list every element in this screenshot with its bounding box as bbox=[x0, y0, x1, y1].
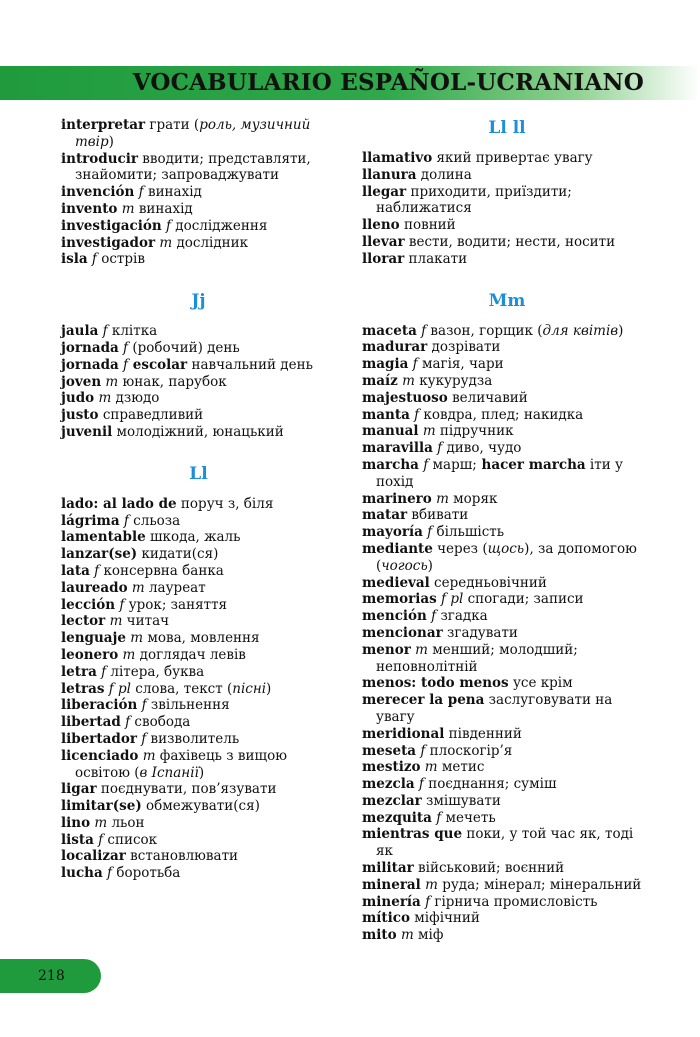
headword: lágrima bbox=[61, 512, 120, 529]
dictionary-entry bbox=[362, 910, 652, 927]
headword: manta bbox=[362, 406, 410, 423]
headword: letra bbox=[61, 663, 97, 680]
page-number: 218 bbox=[38, 968, 65, 984]
headword: introducir bbox=[61, 150, 139, 167]
headword: lucha bbox=[61, 865, 103, 882]
dictionary-entry bbox=[362, 407, 652, 424]
dictionary-entry bbox=[362, 323, 652, 340]
translation: сльоза bbox=[128, 512, 181, 529]
translation: ковдра, плед; накидка bbox=[419, 406, 584, 423]
usage-note: роль, музичний твір bbox=[75, 117, 311, 150]
dictionary-entry bbox=[61, 390, 336, 407]
headword: militar bbox=[362, 860, 414, 877]
dictionary-entry bbox=[61, 529, 336, 546]
dictionary-entry bbox=[362, 826, 652, 860]
headword: letras bbox=[61, 680, 105, 697]
grammar-tag: f bbox=[414, 776, 424, 793]
translation: літера, буква bbox=[106, 663, 205, 680]
translation: боротьба bbox=[112, 865, 181, 882]
translation: поєднувати, пов’язувати bbox=[96, 781, 277, 798]
translation: південний bbox=[444, 725, 522, 742]
dictionary-entry bbox=[61, 848, 336, 865]
grammar-tag: f bbox=[431, 809, 442, 826]
translation: список bbox=[103, 831, 158, 848]
dictionary-entry bbox=[61, 563, 336, 580]
headword: mezcla bbox=[362, 776, 415, 793]
section-i bbox=[61, 117, 336, 268]
headword: lector bbox=[61, 613, 106, 630]
dictionary-entry bbox=[362, 251, 652, 268]
translation: звільнення bbox=[146, 697, 230, 714]
translation: юнак, парубок bbox=[118, 373, 227, 390]
dictionary-entry bbox=[61, 647, 336, 664]
headword: hacer marcha bbox=[476, 456, 586, 473]
grammar-tag: m bbox=[420, 876, 438, 893]
headword: manual bbox=[362, 423, 419, 440]
grammar-tag: f bbox=[118, 356, 129, 373]
translation: заслуговувати на увагу bbox=[376, 692, 613, 725]
grammar-tag: f bbox=[161, 217, 171, 234]
translation: вводити; представляти, знайомити; запроваджувати bbox=[75, 150, 311, 184]
grammar-tag: f bbox=[119, 512, 129, 529]
headword: licenciado bbox=[61, 747, 139, 764]
translation: (робочий) день bbox=[128, 339, 240, 356]
dictionary-entry bbox=[61, 251, 336, 268]
translation: ), за допомогою ( bbox=[376, 540, 637, 574]
translation: вазон, горщик ( bbox=[426, 322, 543, 339]
translation: моряк bbox=[448, 490, 498, 507]
usage-note: чогось bbox=[381, 557, 428, 574]
headword: meridional bbox=[362, 725, 445, 742]
headword: joven bbox=[61, 373, 102, 390]
headword: localizar bbox=[61, 848, 126, 865]
section-llll bbox=[362, 150, 652, 268]
headword: lección bbox=[61, 596, 116, 613]
left-column bbox=[61, 117, 336, 882]
grammar-tag: f pl bbox=[104, 680, 131, 697]
grammar-tag: m bbox=[127, 579, 145, 596]
section-heading-mm: Mm bbox=[488, 290, 526, 311]
headword: libertad bbox=[61, 714, 121, 731]
translation: поєднання; суміш bbox=[423, 776, 557, 793]
dictionary-entry bbox=[362, 491, 652, 508]
headword: lado: al lado de bbox=[61, 495, 177, 512]
grammar-tag: m bbox=[101, 373, 119, 390]
headword: marinero bbox=[362, 490, 432, 507]
grammar-tag: f bbox=[422, 524, 433, 541]
page-title: VOCABULARIO ESPAÑOL-UCRANIANO bbox=[132, 69, 644, 96]
dictionary-entry bbox=[61, 201, 336, 218]
dictionary-entry bbox=[61, 697, 336, 714]
translation: ) bbox=[108, 133, 114, 150]
dictionary-entry bbox=[362, 591, 652, 608]
dictionary-entry bbox=[61, 340, 336, 357]
section-heading-ll: Ll bbox=[189, 463, 208, 484]
translation: руда; мінерал; мінеральний bbox=[437, 876, 642, 893]
headword: judo bbox=[61, 390, 95, 407]
translation: поки, у той час як, тоді як bbox=[376, 826, 634, 860]
headword: mencionar bbox=[362, 624, 443, 641]
translation: клітка bbox=[107, 323, 158, 340]
section-heading-jj: Jj bbox=[191, 291, 206, 312]
translation: лауреат bbox=[144, 579, 206, 596]
headword: mezclar bbox=[362, 792, 422, 809]
translation: долина bbox=[416, 166, 472, 183]
headword: mestizo bbox=[362, 759, 421, 776]
dictionary-entry bbox=[61, 681, 336, 698]
translation: молодіжний, юнацький bbox=[112, 423, 284, 440]
translation: винахід bbox=[143, 184, 202, 201]
headword: llamativo bbox=[362, 150, 433, 166]
translation: повний bbox=[399, 217, 456, 234]
translation: середньовічний bbox=[429, 574, 547, 591]
grammar-tag: m bbox=[431, 490, 449, 507]
headword: matar bbox=[362, 507, 408, 524]
dictionary-entry bbox=[61, 597, 336, 614]
translation: іти у похід bbox=[376, 456, 623, 490]
grammar-tag: m bbox=[118, 646, 136, 663]
grammar-tag: f bbox=[416, 742, 426, 759]
translation: підручник bbox=[435, 423, 514, 440]
translation: обмежувати(ся) bbox=[141, 798, 260, 815]
grammar-tag: f bbox=[120, 714, 131, 731]
grammar-tag: m bbox=[418, 423, 436, 440]
dictionary-entry bbox=[61, 731, 336, 748]
headword: lino bbox=[61, 814, 91, 831]
grammar-tag: m bbox=[397, 372, 415, 389]
headword: lleno bbox=[362, 217, 400, 234]
dictionary-entry bbox=[362, 793, 652, 810]
translation: метис bbox=[437, 759, 485, 776]
translation: ) bbox=[427, 557, 433, 574]
grammar-tag: m bbox=[410, 641, 428, 658]
grammar-tag: f bbox=[418, 456, 429, 473]
headword: mayoría bbox=[362, 524, 423, 541]
grammar-tag: m bbox=[420, 759, 438, 776]
grammar-tag: f bbox=[134, 184, 144, 201]
grammar-tag: m bbox=[105, 613, 123, 630]
dictionary-entry bbox=[61, 781, 336, 798]
dictionary-entry bbox=[362, 860, 652, 877]
grammar-tag: f bbox=[98, 323, 108, 340]
headword: majestuoso bbox=[362, 389, 448, 406]
headword: menor bbox=[362, 641, 411, 658]
headword: isla bbox=[61, 251, 88, 268]
usage-note: в Іспанії bbox=[139, 764, 199, 781]
grammar-tag: f bbox=[409, 406, 420, 423]
headword: medieval bbox=[362, 574, 430, 591]
translation: справедливий bbox=[98, 407, 204, 424]
dictionary-entry bbox=[61, 407, 336, 424]
translation: величавий bbox=[447, 389, 528, 406]
translation: навчальний день bbox=[187, 356, 313, 373]
translation: урок; заняття bbox=[124, 596, 228, 613]
grammar-tag: f bbox=[426, 608, 437, 625]
dictionary-entry bbox=[362, 339, 652, 356]
translation: приходити, приїздити; наближатися bbox=[376, 183, 572, 217]
translation: усе крім bbox=[508, 675, 573, 692]
translation: мова, мовлення bbox=[143, 630, 260, 647]
translation: фахівець з вищою освітою ( bbox=[75, 747, 287, 781]
dictionary-entry bbox=[362, 167, 652, 184]
dictionary-entry bbox=[362, 507, 652, 524]
dictionary-entry bbox=[362, 608, 652, 625]
dictionary-entry bbox=[362, 810, 652, 827]
dictionary-entry bbox=[61, 117, 336, 151]
headword: limitar(se) bbox=[61, 798, 142, 815]
translation: слова, текст ( bbox=[130, 680, 233, 697]
dictionary-entry bbox=[362, 625, 652, 642]
translation: змішувати bbox=[421, 792, 501, 809]
right-column bbox=[362, 117, 652, 944]
dictionary-entry bbox=[61, 496, 336, 513]
headword: escolar bbox=[128, 356, 188, 373]
grammar-tag: m bbox=[396, 927, 414, 944]
headword: memorias bbox=[362, 591, 437, 608]
dictionary-entry bbox=[362, 373, 652, 390]
headword: meseta bbox=[362, 742, 417, 759]
usage-note: для квітів bbox=[542, 322, 619, 339]
translation: диво, чудо bbox=[442, 440, 522, 457]
translation: дослідження bbox=[171, 217, 268, 234]
translation: мечеть bbox=[441, 809, 496, 826]
headword: investigador bbox=[61, 234, 156, 251]
grammar-tag: m bbox=[117, 200, 135, 217]
dictionary-entry bbox=[61, 424, 336, 441]
dictionary-entry bbox=[362, 776, 652, 793]
translation: дослідник bbox=[172, 234, 249, 251]
dictionary-entry bbox=[362, 642, 652, 676]
headword: maíz bbox=[362, 372, 398, 389]
dictionary-entry bbox=[362, 541, 652, 575]
headword: mítico bbox=[362, 910, 411, 927]
usage-note: щось bbox=[487, 540, 525, 557]
dictionary-entry bbox=[61, 865, 336, 882]
dictionary-entry bbox=[61, 218, 336, 235]
translation: вбивати bbox=[407, 507, 469, 524]
headword: madurar bbox=[362, 339, 428, 356]
headword: llevar bbox=[362, 233, 405, 250]
dictionary-entry bbox=[61, 151, 336, 185]
translation: більшість bbox=[432, 524, 505, 541]
dictionary-entry bbox=[362, 675, 652, 692]
dictionary-entry bbox=[61, 613, 336, 630]
dictionary-entry bbox=[61, 664, 336, 681]
headword: mineral bbox=[362, 876, 421, 893]
dictionary-entry bbox=[61, 580, 336, 597]
headword: magia bbox=[362, 356, 409, 373]
headword: lata bbox=[61, 562, 90, 579]
headword: merecer la pena bbox=[362, 692, 485, 709]
headword: juvenil bbox=[61, 423, 113, 440]
headword: marcha bbox=[362, 456, 419, 473]
dictionary-entry bbox=[362, 575, 652, 592]
translation: доглядач левів bbox=[135, 646, 246, 663]
grammar-tag: f bbox=[93, 831, 104, 848]
headword: lenguaje bbox=[61, 630, 127, 647]
translation: військовий; воєнний bbox=[413, 860, 565, 877]
section-heading-llll: Ll ll bbox=[488, 118, 526, 138]
translation: магія, чари bbox=[417, 356, 504, 373]
headword: jornada bbox=[61, 339, 119, 356]
dictionary-entry bbox=[362, 217, 652, 234]
grammar-tag: f bbox=[408, 356, 418, 373]
translation: міф bbox=[413, 927, 444, 944]
dictionary-entry bbox=[61, 235, 336, 252]
headword: mito bbox=[362, 927, 397, 944]
dictionary-entry bbox=[362, 743, 652, 760]
translation: вести, водити; нести, носити bbox=[404, 233, 616, 250]
translation: ) bbox=[618, 322, 624, 339]
dictionary-entry bbox=[362, 440, 652, 457]
dictionary-entry bbox=[61, 374, 336, 391]
translation: менший; молодший; неповнолітній bbox=[376, 641, 578, 675]
translation: встановлювати bbox=[125, 848, 239, 865]
grammar-tag: f bbox=[420, 893, 431, 910]
dictionary-entry bbox=[362, 234, 652, 251]
grammar-tag: f bbox=[102, 865, 113, 882]
headword: mediante bbox=[362, 540, 433, 557]
grammar-tag: f bbox=[137, 697, 147, 714]
headword: minería bbox=[362, 893, 421, 910]
section-ll bbox=[61, 496, 336, 882]
grammar-tag: f bbox=[89, 562, 100, 579]
headword: laureado bbox=[61, 579, 128, 596]
dictionary-entry bbox=[362, 356, 652, 373]
section-jj bbox=[61, 323, 336, 441]
dictionary-entry bbox=[362, 894, 652, 911]
dictionary-entry bbox=[362, 692, 652, 726]
dictionary-entry bbox=[362, 524, 652, 541]
translation: острів bbox=[96, 251, 145, 268]
grammar-tag: f bbox=[115, 596, 125, 613]
dictionary-entry bbox=[362, 927, 652, 944]
translation: плакати bbox=[404, 250, 468, 267]
headword: maravilla bbox=[362, 440, 433, 457]
dictionary-entry bbox=[61, 630, 336, 647]
dictionary-entry bbox=[61, 323, 336, 340]
headword: leonero bbox=[61, 646, 119, 663]
headword: ligar bbox=[61, 781, 97, 798]
grammar-tag: f bbox=[118, 339, 129, 356]
grammar-tag: m bbox=[138, 747, 156, 764]
translation: який привертає увагу bbox=[432, 150, 593, 166]
translation: дзюдо bbox=[111, 390, 160, 407]
translation: ) bbox=[266, 680, 272, 697]
dictionary-entry bbox=[61, 815, 336, 832]
translation: шкода, жаль bbox=[145, 529, 241, 546]
translation: ) bbox=[198, 764, 205, 781]
grammar-tag: m bbox=[155, 234, 173, 251]
dictionary-entry bbox=[61, 832, 336, 849]
dictionary-entry bbox=[362, 726, 652, 743]
translation: міфічний bbox=[410, 910, 480, 927]
dictionary-entry bbox=[362, 423, 652, 440]
headword: liberación bbox=[61, 697, 138, 714]
translation: згадувати bbox=[442, 624, 518, 641]
grammar-tag: m bbox=[90, 814, 108, 831]
grammar-tag: f bbox=[416, 322, 427, 339]
translation: плоскогір’я bbox=[425, 742, 513, 759]
section-mm bbox=[362, 323, 652, 944]
headword: lista bbox=[61, 831, 94, 848]
translation: марш; bbox=[428, 456, 477, 473]
translation: консервна банка bbox=[99, 562, 224, 579]
translation: через ( bbox=[432, 540, 488, 557]
translation: згадка bbox=[436, 608, 488, 625]
dictionary-entry bbox=[362, 150, 652, 167]
headword: mientras que bbox=[362, 826, 463, 843]
headword: llanura bbox=[362, 166, 417, 183]
headword: lanzar(se) bbox=[61, 546, 138, 563]
headword: invento bbox=[61, 200, 118, 217]
dictionary-entry bbox=[61, 546, 336, 563]
headword: lamentable bbox=[61, 529, 146, 546]
translation: дозрівати bbox=[427, 339, 501, 356]
translation: свобода bbox=[130, 714, 191, 731]
grammar-tag: f bbox=[432, 440, 443, 457]
dictionary-entry bbox=[61, 357, 336, 374]
dictionary-entry bbox=[61, 748, 336, 782]
dictionary-entry bbox=[362, 184, 652, 218]
headword: menos: todo menos bbox=[362, 675, 509, 692]
headword: jaula bbox=[61, 323, 99, 340]
headword: maceta bbox=[362, 322, 417, 339]
grammar-tag: f bbox=[87, 251, 97, 268]
headword: llegar bbox=[362, 183, 407, 200]
translation: читач bbox=[122, 613, 170, 630]
headword: justo bbox=[61, 407, 99, 424]
translation: кукурудза bbox=[414, 372, 493, 389]
headword: mención bbox=[362, 608, 427, 625]
grammar-tag: f pl bbox=[436, 591, 464, 608]
dictionary-entry bbox=[61, 513, 336, 530]
translation: кидати(ся) bbox=[137, 546, 219, 563]
translation: грати ( bbox=[145, 117, 200, 133]
dictionary-entry bbox=[61, 798, 336, 815]
grammar-tag: f bbox=[96, 663, 107, 680]
headword: invención bbox=[61, 184, 135, 201]
dictionary-entry bbox=[362, 877, 652, 894]
translation: спогади; записи bbox=[463, 591, 584, 608]
translation: визволитель bbox=[146, 730, 240, 747]
translation: поруч з, біля bbox=[176, 495, 274, 512]
translation: гірнича промисловість bbox=[430, 893, 598, 910]
headword: libertador bbox=[61, 730, 137, 747]
headword: investigación bbox=[61, 217, 162, 234]
grammar-tag: m bbox=[126, 630, 144, 647]
grammar-tag: f bbox=[136, 730, 147, 747]
translation: винахід bbox=[134, 200, 193, 217]
usage-note: пісні bbox=[232, 680, 267, 697]
dictionary-entry bbox=[61, 184, 336, 201]
headword: jornada bbox=[61, 356, 119, 373]
dictionary-entry bbox=[362, 390, 652, 407]
dictionary-entry bbox=[362, 457, 652, 491]
translation: льон bbox=[107, 814, 145, 831]
headword: llorar bbox=[362, 250, 405, 267]
dictionary-entry bbox=[362, 759, 652, 776]
headword: interpretar bbox=[61, 117, 146, 133]
grammar-tag: m bbox=[94, 390, 112, 407]
headword: mezquita bbox=[362, 809, 432, 826]
dictionary-entry bbox=[61, 714, 336, 731]
